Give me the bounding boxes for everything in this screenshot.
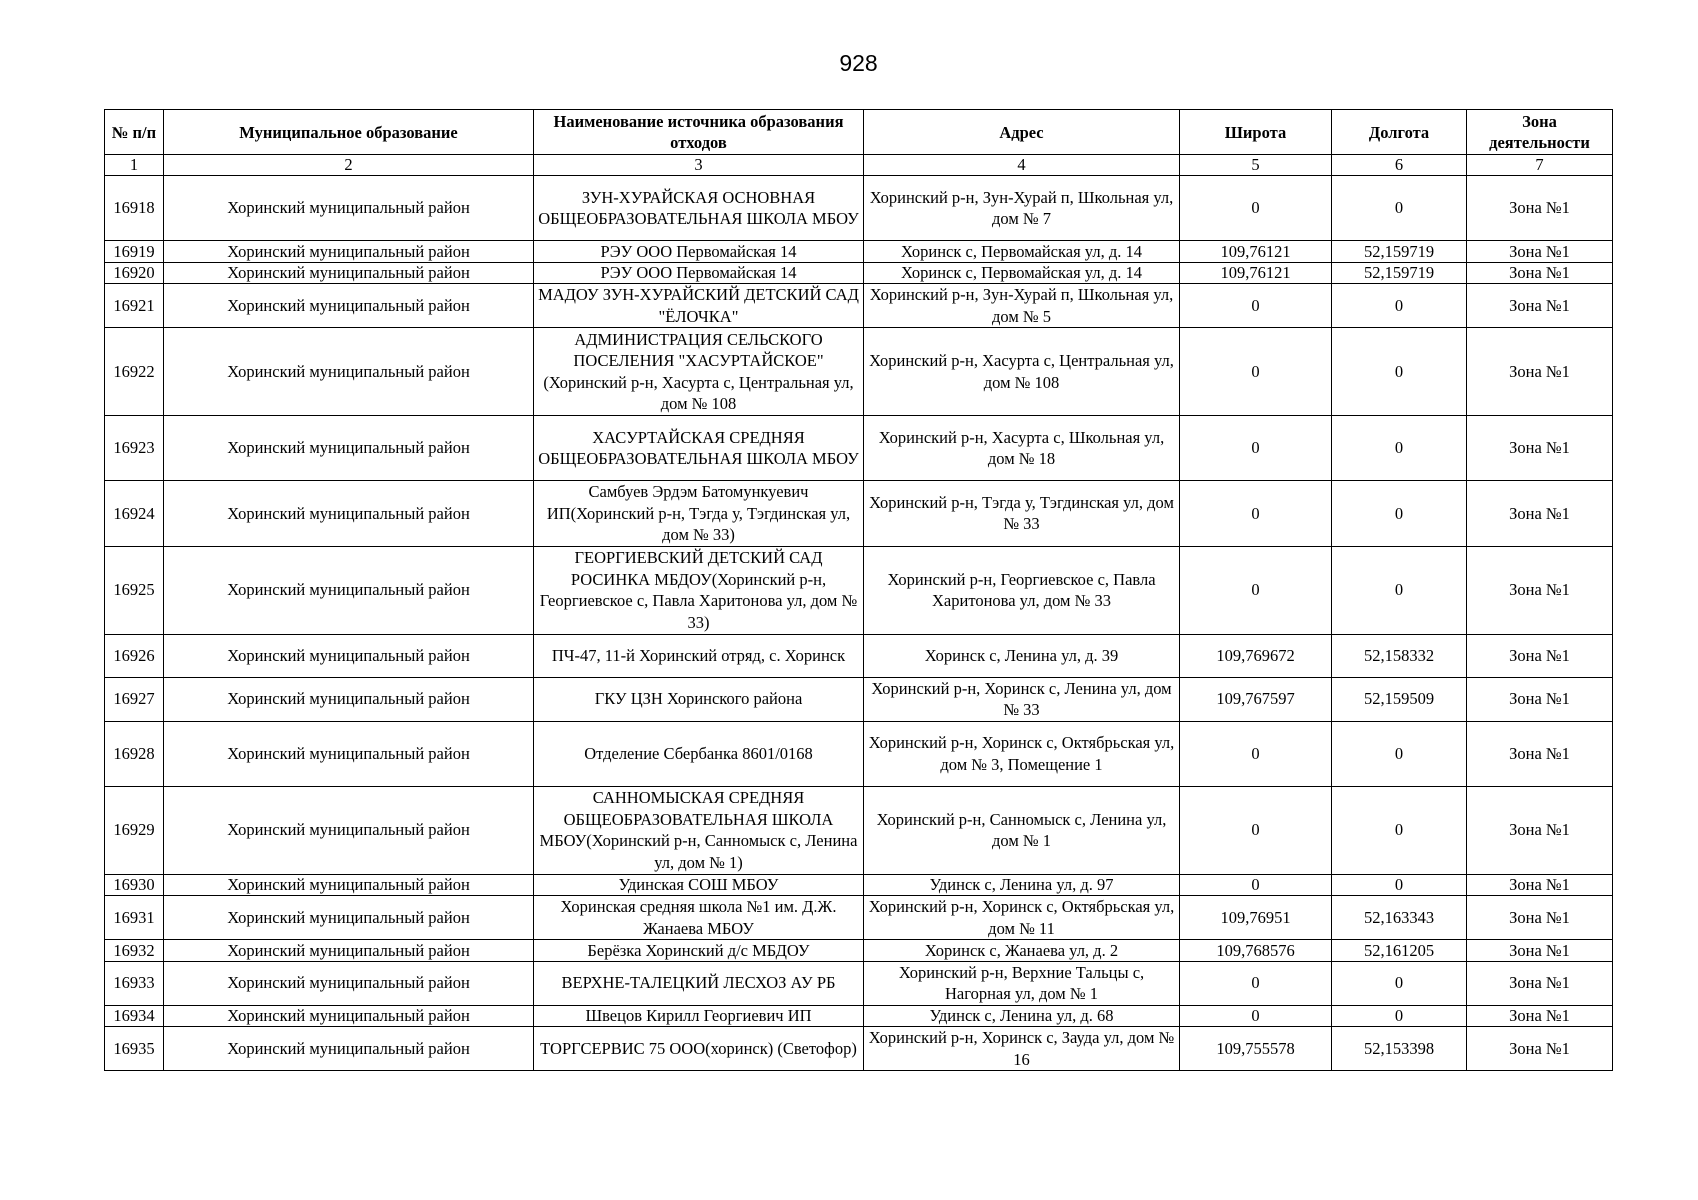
zone-cell: Зона №1 <box>1467 961 1613 1005</box>
row-number: 16930 <box>105 874 164 896</box>
source-name-cell: САННОМЫСКАЯ СРЕДНЯЯ ОБЩЕОБРАЗОВАТЕЛЬНАЯ ШКОЛА МБОУ(Хоринский р-н, Санномыск с, Ленина ул, дом № 1) <box>534 786 864 874</box>
header-cell: Широта <box>1180 110 1332 155</box>
zone-cell: Зона №1 <box>1467 677 1613 721</box>
table-row <box>105 1027 1613 1071</box>
longitude-cell: 52,161205 <box>1332 940 1467 962</box>
longitude-cell: 0 <box>1332 1005 1467 1027</box>
table-row <box>105 284 1613 328</box>
municipality-cell: Хоринский муниципальный район <box>164 874 534 896</box>
address-cell: Хоринский р-н, Хасурта с, Центральная ул, дом № 108 <box>864 328 1180 416</box>
table-row <box>105 176 1613 241</box>
address-cell: Хоринский р-н, Георгиевское с, Павла Харитонова ул, дом № 33 <box>864 546 1180 634</box>
source-name-cell: Швецов Кирилл Георгиевич ИП <box>534 1005 864 1027</box>
longitude-cell: 52,158332 <box>1332 634 1467 677</box>
longitude-cell: 0 <box>1332 721 1467 786</box>
row-number: 16935 <box>105 1027 164 1071</box>
longitude-cell: 52,159719 <box>1332 241 1467 263</box>
municipality-cell: Хоринский муниципальный район <box>164 896 534 940</box>
longitude-cell: 52,159509 <box>1332 677 1467 721</box>
zone-cell: Зона №1 <box>1467 721 1613 786</box>
row-number: 16918 <box>105 176 164 241</box>
address-cell: Хоринск с, Первомайская ул, д. 14 <box>864 262 1180 284</box>
header-row <box>105 110 1613 155</box>
column-number: 1 <box>105 155 164 176</box>
zone-cell: Зона №1 <box>1467 284 1613 328</box>
address-cell: Хоринский р-н, Санномыск с, Ленина ул, дом № 1 <box>864 786 1180 874</box>
row-number: 16923 <box>105 416 164 481</box>
zone-cell: Зона №1 <box>1467 481 1613 547</box>
municipality-cell: Хоринский муниципальный район <box>164 481 534 547</box>
source-name-cell: МАДОУ ЗУН-ХУРАЙСКИЙ ДЕТСКИЙ САД "ЁЛОЧКА" <box>534 284 864 328</box>
table-row <box>105 721 1613 786</box>
address-cell: Удинск с, Ленина ул, д. 68 <box>864 1005 1180 1027</box>
municipality-cell: Хоринский муниципальный район <box>164 677 534 721</box>
column-number: 3 <box>534 155 864 176</box>
table-row <box>105 481 1613 547</box>
source-name-cell: ЗУН-ХУРАЙСКАЯ ОСНОВНАЯ ОБЩЕОБРАЗОВАТЕЛЬНАЯ ШКОЛА МБОУ <box>534 176 864 241</box>
column-number: 7 <box>1467 155 1613 176</box>
source-name-cell: ПЧ-47, 11-й Хоринский отряд, с. Хоринск <box>534 634 864 677</box>
header-cell: Долгота <box>1332 110 1467 155</box>
latitude-cell: 0 <box>1180 961 1332 1005</box>
column-number: 6 <box>1332 155 1467 176</box>
latitude-cell: 0 <box>1180 786 1332 874</box>
row-number: 16932 <box>105 940 164 962</box>
header-cell: Муниципальное образование <box>164 110 534 155</box>
table-row <box>105 786 1613 874</box>
latitude-cell: 0 <box>1180 328 1332 416</box>
longitude-cell: 0 <box>1332 416 1467 481</box>
municipality-cell: Хоринский муниципальный район <box>164 328 534 416</box>
municipality-cell: Хоринский муниципальный район <box>164 262 534 284</box>
table-row <box>105 677 1613 721</box>
municipality-cell: Хоринский муниципальный район <box>164 176 534 241</box>
address-cell: Хоринский р-н, Хасурта с, Школьная ул, дом № 18 <box>864 416 1180 481</box>
zone-cell: Зона №1 <box>1467 1027 1613 1071</box>
source-name-cell: Отделение Сбербанка 8601/0168 <box>534 721 864 786</box>
zone-cell: Зона №1 <box>1467 874 1613 896</box>
zone-cell: Зона №1 <box>1467 416 1613 481</box>
source-name-cell: ГКУ ЦЗН Хоринского района <box>534 677 864 721</box>
table-row <box>105 634 1613 677</box>
source-name-cell: Берёзка Хоринский д/с МБДОУ <box>534 940 864 962</box>
municipality-cell: Хоринский муниципальный район <box>164 416 534 481</box>
address-cell: Хоринский р-н, Хоринск с, Зауда ул, дом № 16 <box>864 1027 1180 1071</box>
table-row <box>105 546 1613 634</box>
header-cell: Зона деятельности <box>1467 110 1613 155</box>
column-number: 2 <box>164 155 534 176</box>
waste-sources-table <box>104 109 1613 1071</box>
longitude-cell: 0 <box>1332 874 1467 896</box>
address-cell: Хоринский р-н, Верхние Тальцы с, Нагорная ул, дом № 1 <box>864 961 1180 1005</box>
municipality-cell: Хоринский муниципальный район <box>164 786 534 874</box>
row-number: 16927 <box>105 677 164 721</box>
municipality-cell: Хоринский муниципальный район <box>164 1027 534 1071</box>
row-number: 16929 <box>105 786 164 874</box>
address-cell: Хоринск с, Жанаева ул, д. 2 <box>864 940 1180 962</box>
zone-cell: Зона №1 <box>1467 786 1613 874</box>
row-number: 16921 <box>105 284 164 328</box>
longitude-cell: 52,163343 <box>1332 896 1467 940</box>
latitude-cell: 109,755578 <box>1180 1027 1332 1071</box>
address-cell: Хоринский р-н, Хоринск с, Октябрьская ул, дом № 11 <box>864 896 1180 940</box>
row-number: 16920 <box>105 262 164 284</box>
latitude-cell: 0 <box>1180 176 1332 241</box>
longitude-cell: 0 <box>1332 328 1467 416</box>
latitude-cell: 0 <box>1180 874 1332 896</box>
row-number: 16922 <box>105 328 164 416</box>
latitude-cell: 0 <box>1180 284 1332 328</box>
zone-cell: Зона №1 <box>1467 262 1613 284</box>
municipality-cell: Хоринский муниципальный район <box>164 241 534 263</box>
address-cell: Удинск с, Ленина ул, д. 97 <box>864 874 1180 896</box>
longitude-cell: 52,159719 <box>1332 262 1467 284</box>
header-cell: № п/п <box>105 110 164 155</box>
source-name-cell: Удинская СОШ МБОУ <box>534 874 864 896</box>
address-cell: Хоринский р-н, Тэгда у, Тэгдинская ул, дом № 33 <box>864 481 1180 547</box>
latitude-cell: 0 <box>1180 416 1332 481</box>
table-row <box>105 961 1613 1005</box>
longitude-cell: 0 <box>1332 176 1467 241</box>
address-cell: Хоринский р-н, Зун-Хурай п, Школьная ул, дом № 7 <box>864 176 1180 241</box>
zone-cell: Зона №1 <box>1467 328 1613 416</box>
row-number: 16924 <box>105 481 164 547</box>
municipality-cell: Хоринский муниципальный район <box>164 1005 534 1027</box>
latitude-cell: 0 <box>1180 546 1332 634</box>
header-cell: Наименование источника образования отходов <box>534 110 864 155</box>
table-row <box>105 1005 1613 1027</box>
column-number: 4 <box>864 155 1180 176</box>
municipality-cell: Хоринский муниципальный район <box>164 940 534 962</box>
zone-cell: Зона №1 <box>1467 634 1613 677</box>
source-name-cell: ТОРГСЕРВИС 75 ООО(хоринск) (Светофор) <box>534 1027 864 1071</box>
address-cell: Хоринск с, Ленина ул, д. 39 <box>864 634 1180 677</box>
zone-cell: Зона №1 <box>1467 940 1613 962</box>
address-cell: Хоринский р-н, Хоринск с, Ленина ул, дом № 33 <box>864 677 1180 721</box>
address-cell: Хоринск с, Первомайская ул, д. 14 <box>864 241 1180 263</box>
table-row <box>105 328 1613 416</box>
longitude-cell: 0 <box>1332 786 1467 874</box>
page-number: 928 <box>839 50 878 76</box>
source-name-cell: Хоринская средняя школа №1 им. Д.Ж. Жанаева МБОУ <box>534 896 864 940</box>
latitude-cell: 0 <box>1180 721 1332 786</box>
row-number: 16926 <box>105 634 164 677</box>
source-name-cell: ГЕОРГИЕВСКИЙ ДЕТСКИЙ САД РОСИНКА МБДОУ(Хоринский р-н, Георгиевское с, Павла Харитонова ул, дом № 33) <box>534 546 864 634</box>
source-name-cell: ВЕРХНЕ-ТАЛЕЦКИЙ ЛЕСХОЗ АУ РБ <box>534 961 864 1005</box>
column-number: 5 <box>1180 155 1332 176</box>
table-row <box>105 416 1613 481</box>
source-name-cell: ХАСУРТАЙСКАЯ СРЕДНЯЯ ОБЩЕОБРАЗОВАТЕЛЬНАЯ ШКОЛА МБОУ <box>534 416 864 481</box>
table-row <box>105 262 1613 284</box>
address-cell: Хоринский р-н, Зун-Хурай п, Школьная ул, дом № 5 <box>864 284 1180 328</box>
municipality-cell: Хоринский муниципальный район <box>164 284 534 328</box>
row-number: 16933 <box>105 961 164 1005</box>
table-row <box>105 241 1613 263</box>
longitude-cell: 0 <box>1332 284 1467 328</box>
municipality-cell: Хоринский муниципальный район <box>164 546 534 634</box>
header-cell: Адрес <box>864 110 1180 155</box>
zone-cell: Зона №1 <box>1467 241 1613 263</box>
source-name-cell: РЭУ ООО Первомайская 14 <box>534 262 864 284</box>
source-name-cell: Самбуев Эрдэм Батомункуевич ИП(Хоринский р-н, Тэгда у, Тэгдинская ул, дом № 33) <box>534 481 864 547</box>
latitude-cell: 0 <box>1180 481 1332 547</box>
zone-cell: Зона №1 <box>1467 176 1613 241</box>
municipality-cell: Хоринский муниципальный район <box>164 961 534 1005</box>
zone-cell: Зона №1 <box>1467 896 1613 940</box>
latitude-cell: 109,767597 <box>1180 677 1332 721</box>
longitude-cell: 0 <box>1332 546 1467 634</box>
municipality-cell: Хоринский муниципальный район <box>164 721 534 786</box>
table-row <box>105 874 1613 896</box>
address-cell: Хоринский р-н, Хоринск с, Октябрьская ул, дом № 3, Помещение 1 <box>864 721 1180 786</box>
latitude-cell: 109,76121 <box>1180 241 1332 263</box>
municipality-cell: Хоринский муниципальный район <box>164 634 534 677</box>
zone-cell: Зона №1 <box>1467 1005 1613 1027</box>
source-name-cell: РЭУ ООО Первомайская 14 <box>534 241 864 263</box>
row-number: 16931 <box>105 896 164 940</box>
table-row <box>105 896 1613 940</box>
latitude-cell: 109,768576 <box>1180 940 1332 962</box>
row-number: 16934 <box>105 1005 164 1027</box>
latitude-cell: 109,76121 <box>1180 262 1332 284</box>
latitude-cell: 0 <box>1180 1005 1332 1027</box>
longitude-cell: 0 <box>1332 961 1467 1005</box>
row-number: 16928 <box>105 721 164 786</box>
latitude-cell: 109,76951 <box>1180 896 1332 940</box>
source-name-cell: АДМИНИСТРАЦИЯ СЕЛЬСКОГО ПОСЕЛЕНИЯ "ХАСУРТАЙСКОЕ"(Хоринский р-н, Хасурта с, Центральная ул, дом № 108 <box>534 328 864 416</box>
row-number: 16925 <box>105 546 164 634</box>
column-number-row <box>105 155 1613 176</box>
table-row <box>105 940 1613 962</box>
latitude-cell: 109,769672 <box>1180 634 1332 677</box>
zone-cell: Зона №1 <box>1467 546 1613 634</box>
row-number: 16919 <box>105 241 164 263</box>
longitude-cell: 52,153398 <box>1332 1027 1467 1071</box>
longitude-cell: 0 <box>1332 481 1467 547</box>
